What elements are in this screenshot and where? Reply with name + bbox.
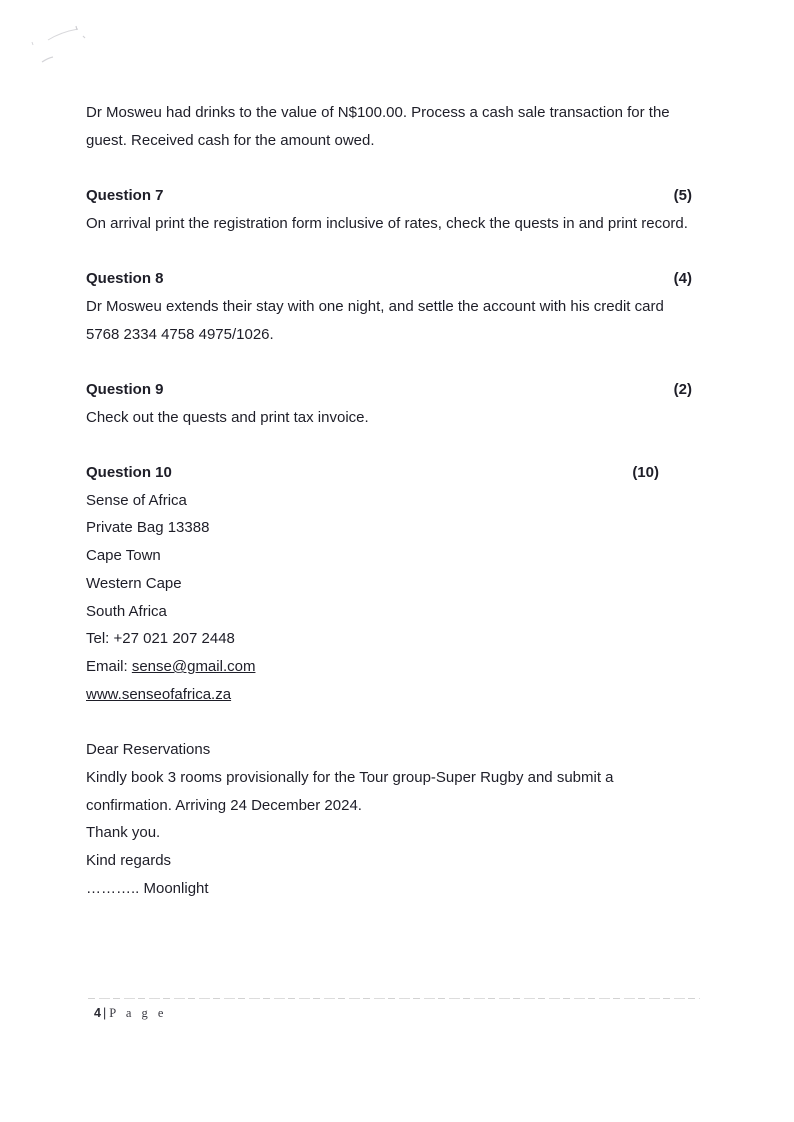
letterhead-telephone: Tel: +27 021 207 2448: [86, 630, 235, 648]
footer-page-number: 4: [94, 1006, 101, 1020]
question-7-heading: [86, 182, 692, 210]
question-10-title: Question 10: [86, 464, 172, 482]
question-9-heading: [86, 376, 692, 404]
email-link[interactable]: sense@gmail.com: [131, 658, 256, 675]
question-10-heading: [86, 459, 692, 487]
question-10-section: [86, 459, 692, 708]
letter-salutation: Dear Reservations: [86, 741, 211, 759]
letterhead-website-line: [86, 681, 692, 709]
scan-mark-decoration: [26, 18, 106, 78]
letter-closing: Kind regards: [86, 851, 172, 869]
question-8-body: Dr Mosweu extends their stay with one night, and settle the account with his credit card 5768 2334 4758 4975/1026.: [86, 297, 664, 343]
question-10-marks: (10): [632, 464, 659, 482]
footer-page-word: P a g e: [109, 1006, 167, 1020]
question-8-marks: (4): [673, 270, 692, 288]
question-7-body: On arrival print the registration form inclusive of rates, check the quests in and print record.: [86, 214, 688, 232]
letterhead-address-line: Private Bag 13388: [86, 519, 210, 537]
page-footer: [94, 1004, 167, 1022]
question-9-marks: (2): [673, 380, 692, 398]
document-body: [86, 99, 692, 902]
email-label: Email:: [86, 658, 132, 675]
letter-section: [86, 736, 692, 902]
question-9-body: Check out the quests and print tax invoice.: [86, 408, 369, 426]
question-7-marks: (5): [673, 187, 692, 205]
question-7-section: [86, 182, 692, 237]
question-9-title: Question 9: [86, 380, 164, 398]
website-link[interactable]: www.senseofafrica.za: [86, 685, 232, 703]
letterhead-address-line: South Africa: [86, 602, 167, 620]
question-9-section: [86, 376, 692, 431]
question-8-section: [86, 265, 692, 348]
letterhead-address-line: Western Cape: [86, 574, 182, 592]
letter-signature: ……….. Moonlight: [86, 879, 209, 897]
question-8-heading: [86, 265, 692, 293]
footer-divider: [88, 998, 700, 999]
letter-thanks: Thank you.: [86, 824, 161, 842]
question-7-title: Question 7: [86, 187, 164, 205]
letterhead-company: Sense of Africa: [86, 491, 187, 509]
letterhead-address-line: Cape Town: [86, 547, 161, 565]
letterhead-email-line: [86, 653, 692, 681]
intro-paragraph: Dr Mosweu had drinks to the value of N$100.00. Process a cash sale transaction for the guest. Received cash for the amount owed.: [86, 104, 670, 149]
question-8-title: Question 8: [86, 270, 164, 288]
footer-separator: |: [102, 1006, 107, 1020]
letter-body: Kindly book 3 rooms provisionally for the Tour group-Super Rugby and submit a confirmation. Arriving 24 December 2024.: [86, 768, 614, 814]
